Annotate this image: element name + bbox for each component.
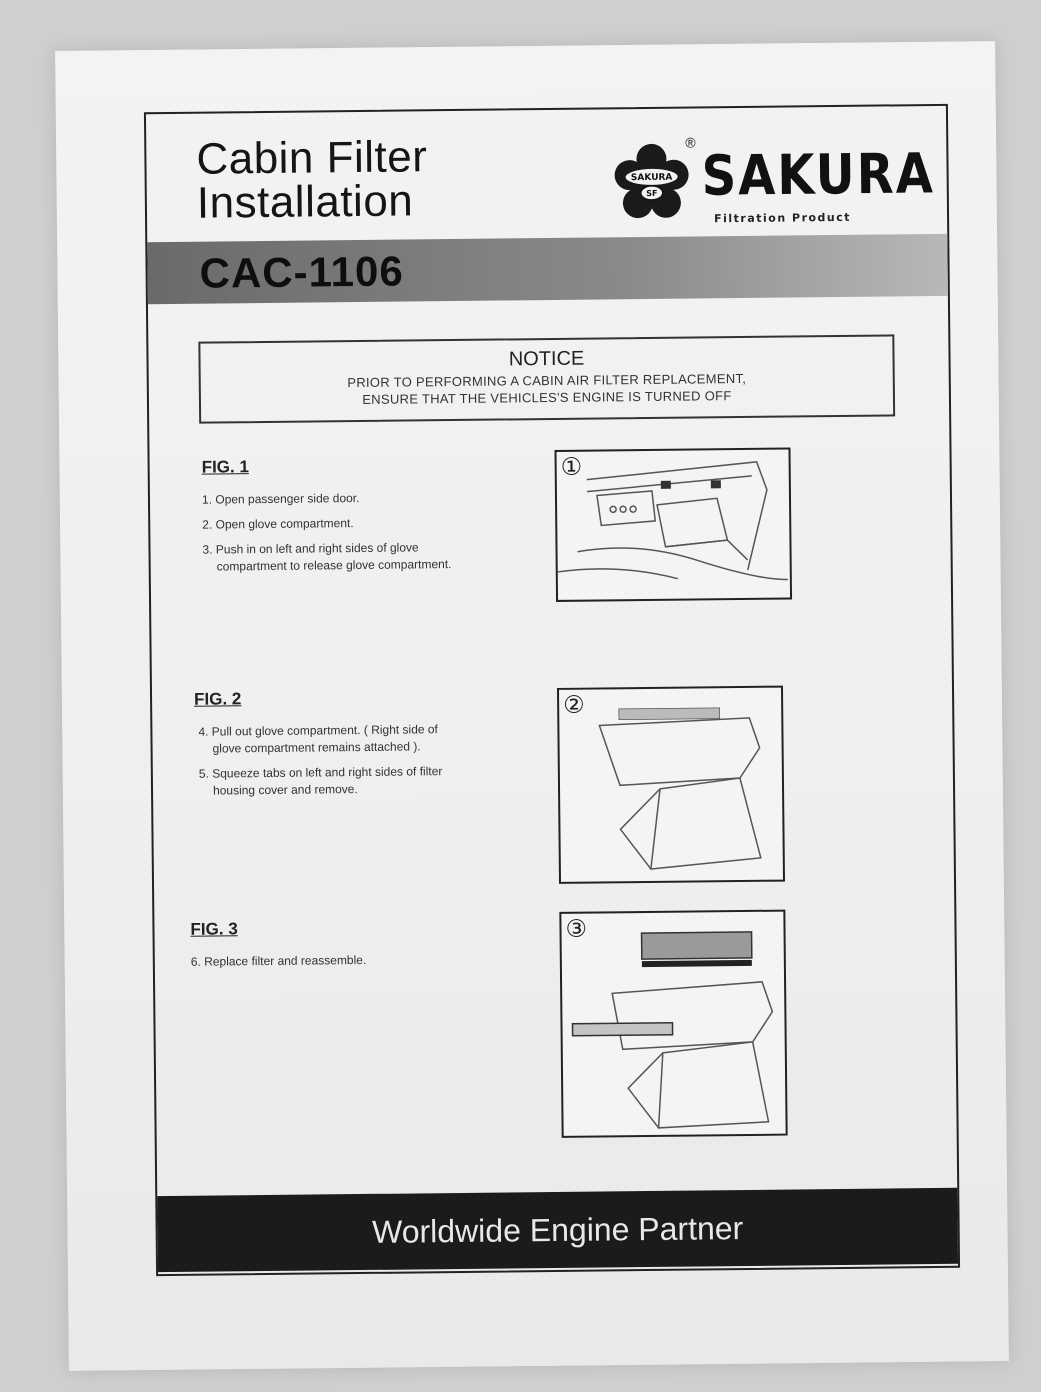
step-3: 3. Push in on left and right sides of glove [202,540,419,557]
model-bar [147,234,948,304]
fig-1-badge: ① [560,453,583,481]
glove-box-closed-drawing [557,450,791,600]
badge-bottom-text: SF [646,188,658,198]
fig-1-label: FIG. 1 [201,457,249,477]
step-3-cont: compartment to release glove compartment. [216,557,452,574]
fig-2-illustration [557,686,785,884]
badge-top-text: SAKURA [630,172,673,184]
fig-1-illustration [554,447,792,601]
step-6: 6. Replace filter and reassemble. [190,952,367,969]
fig-2-label: FIG. 2 [193,689,242,709]
notice-line-2: ENSURE THAT THE VEHICLES'S ENGINE IS TURNED OFF [362,388,732,407]
title-line-2: Installation [196,176,414,228]
filter-replacement-drawing [561,912,785,1136]
step-5: 5. Squeeze tabs on left and right sides of filter [198,764,443,781]
fig-3-label: FIG. 3 [190,919,238,939]
fig-1-steps [202,488,533,575]
fig-3-badge: ③ [565,915,588,943]
fig-2-steps [198,720,539,800]
step-1: 1. Open passenger side door. [201,491,360,507]
step-4-cont: glove compartment remains attached ). [212,739,421,756]
step-5-cont: housing cover and remove. [212,782,358,798]
sakura-flower-icon [611,143,692,224]
model-number: CAC-1106 [199,247,404,297]
notice-line-1: PRIOR TO PERFORMING A CABIN AIR FILTER REPLACEMENT, [347,370,747,391]
filter-cover-removal-drawing [559,688,783,882]
registered-mark: ® [685,134,696,151]
fig-3-illustration [559,910,787,1138]
notice-heading: NOTICE [508,347,585,371]
fig-3-steps [191,951,491,979]
sakura-logo [601,126,936,229]
brand-tagline: Filtration Product [714,210,852,226]
page-title [196,132,428,228]
instruction-frame [144,104,960,1276]
title-line-1: Cabin Filter [196,132,428,184]
fig-2-badge: ② [563,691,585,719]
footer-slogan: Worldwide Engine Partner [371,1210,744,1250]
step-4: 4. Pull out glove compartment. ( Right side of [198,722,438,739]
brand-name: SAKURA [701,141,936,209]
step-2: 2. Open glove compartment. [202,516,354,532]
notice-box [198,334,895,423]
footer-bar [157,1188,958,1272]
